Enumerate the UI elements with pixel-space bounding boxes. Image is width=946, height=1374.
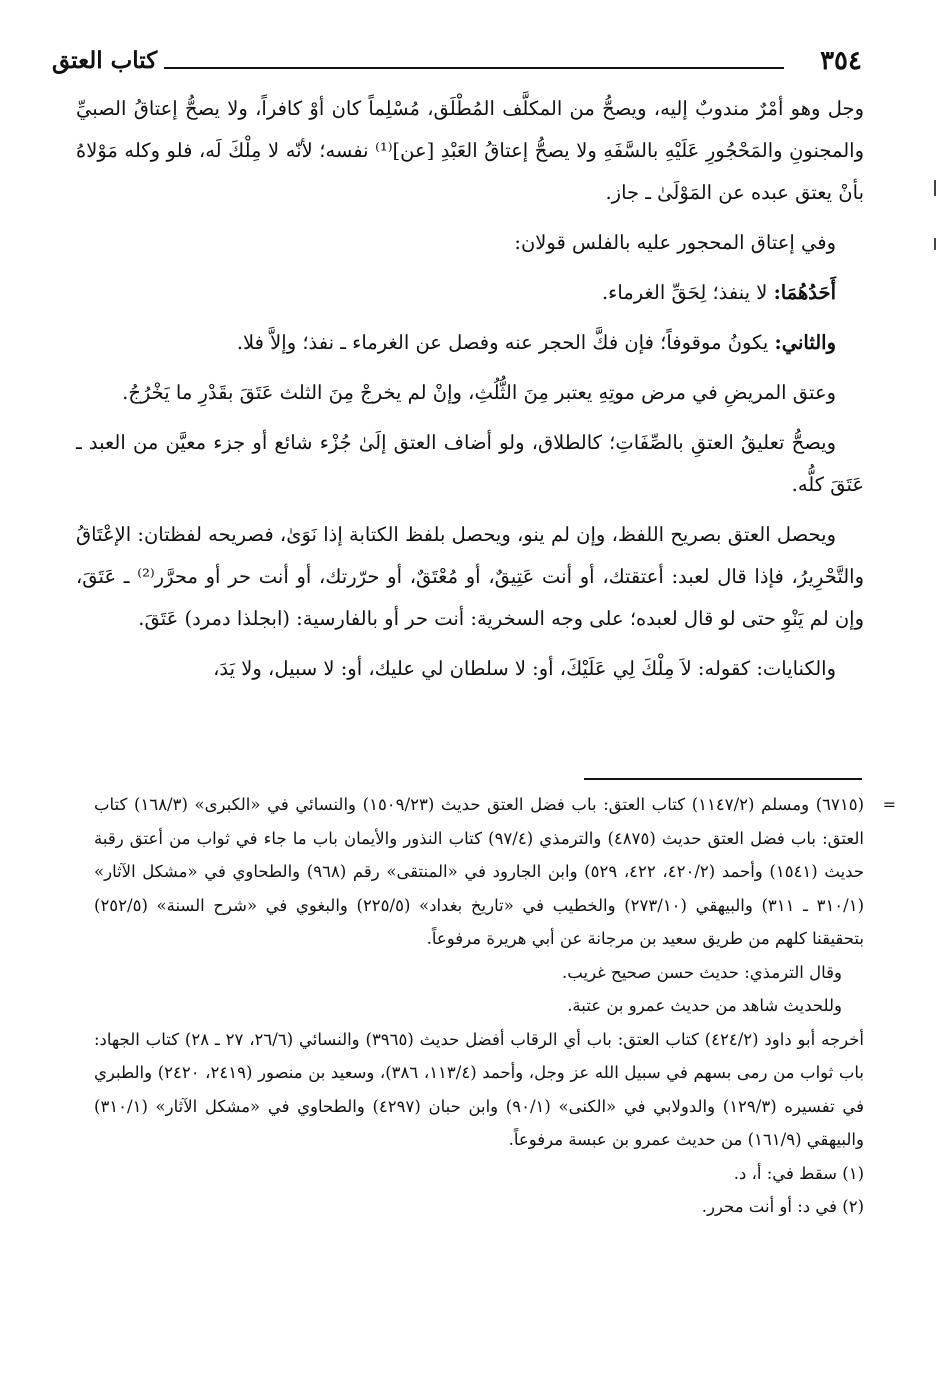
running-title: كتاب العتق xyxy=(52,47,158,74)
footnotes xyxy=(94,788,896,1224)
footnote-text: (٦٧١٥) ومسلم (١١٤٧/٢) كتاب العتق: باب فضل العتق حديث (١٥٠٩/٢٣) والنسائي في «الكبرى» (١٦٨/٣) كتاب العتق: باب فضل العتق حديث (٤٨٧٥) والترمذي (٩٧/٤) كتاب النذور والأيمان باب ما جاء في ثواب من أعتق رقبة حديث (١٥٤١) وأحمد (٤٢٠/٢، ٤٢٢، ٥٢٩) وابن الجارود في «المنتقى» رقم (٩٦٨) والطحاوي في «مشكل الآثار» (٣١٠/١ ـ ٣١١) والبيهقي (٢٧٣/١٠) والخطيب في «تاريخ بغداد» (٢٢٥/٥) والبغوي في «شرح السنة» (٢٥٢/٥) بتحقيقنا كلهم من طريق سعيد بن مرجانة عن أبي هريرة مرفوعاً. xyxy=(94,795,865,948)
header-rule xyxy=(164,67,784,69)
paragraph: والكنايات: كقوله: لاَ مِلْكَ لِي عَلَيْكَ، أو: لا سلطان لي عليك، أو: لا سبيل، ولا يَدَ، xyxy=(213,657,836,680)
footnote-text: أخرجه أبو داود (٤٢٤/٢) كتاب العتق: باب أي الرقاب أفضل حديث (٣٩٦٥) والنسائي (٢٦/٦، ٢٧ ـ ٢٨) كتاب الجهاد: باب ثواب من رمى بسهم في سبيل الله عز وجل، وأحمد (١١٣/٤، ٣٨٦)، وسعيد بن منصور (٢٤١٩، ٢٤٢٠) والطبري في تفسيره (١٢٩/٣) والدولابي في «الكنى» (٩٠/١) وابن حبان (٤٢٩٧) والطحاوي في «مشكل الآثار» (٣١٠/١) والبيهقي (١٦١/٩) من حديث عمرو بن عبسة مرفوعاً. xyxy=(94,1029,865,1149)
footnote-1: (١) سقط في: أ، د. xyxy=(733,1163,864,1183)
paragraph: ويصحُّ تعليقُ العتقِ بالصِّفَاتِ؛ كالطلاق، ولو أضاف العتق إلَىٰ جُزْء شائع أو جزء معيَّن من العبد ـ عَتَقَ كلُّه. xyxy=(76,431,864,496)
footnote-text: وللحديث شاهد من حديث عمرو بن عتبة. xyxy=(567,996,842,1015)
paragraph: وعتق المريضِ في مرض موتِهِ يعتبر مِنَ الثُّلُثِ، وإنْ لم يخرجْ مِنَ الثلث عَتَقَ بقَدْرِ ما يَخْرُجُ. xyxy=(122,381,836,404)
footnote-continuation xyxy=(94,788,896,956)
paragraph-text: لا ينفذ؛ لِحَقِّ الغرماء. xyxy=(601,281,774,304)
paragraph: ويحصل العتق بصريح اللفظ، وإن لم ينو، ويحصل بلفظ الكتابة إذا نَوَىٰ، فصريحه لفظتان: الإعْتَاقُ والتَّحْرِيرُ، فإذا قال لعبد: أعتقتك، أو أنت عَتِيقٌ، أو مُعْتَقٌ، أو حرّرتك، أو أنت حر أو محرَّر⁽²⁾ ـ عَتَقَ، وإن لم يَنْوِ حتى لو قال لعبده؛ على وجه السخرية: أنت حر أو بالفارسية: (ابجلذا دمرد) عَتَقَ. xyxy=(76,523,864,630)
footnote-separator xyxy=(584,778,862,780)
page-number: ٣٥٤ xyxy=(820,46,862,76)
paragraph-label: والثاني: xyxy=(774,331,836,354)
paragraph: وفي إعتاق المحجور عليه بالفلس قولان: xyxy=(514,231,836,254)
page-header xyxy=(52,44,862,82)
scan-mark xyxy=(934,238,936,250)
continuation-mark: = xyxy=(882,795,896,814)
paragraph xyxy=(76,322,864,364)
scan-mark xyxy=(934,180,936,196)
paragraph-text: يكونُ موقوفاً؛ فإن فكَّ الحجر عنه وفصل عن الغرماء ـ نفذ؛ وإلاَّ فلا. xyxy=(236,331,775,354)
paragraph xyxy=(76,272,864,314)
paragraph: وجل وهو أمْرٌ مندوبٌ إليه، ويصحُّ من المكلَّف المُطْلَق، مُسْلِماً كان أوْ كافراً، ولا يصحُّ إعتاقُ الصبيِّ والمجنونِ والمَحْجُورِ عَلَيْهِ بالسَّفَهِ ولا يصحُّ إعتاقُ العَبْدِ [عن]⁽¹⁾ نفسه؛ لأنّه لا مِلْكَ لَه، فلو وكله مَوْلاهُ بأنْ يعتق عبده عن المَوْلَىٰ ـ جاز. xyxy=(76,97,864,204)
footnote-2: (٢) في د: أو أنت محرر. xyxy=(701,1197,864,1216)
main-text xyxy=(76,88,864,698)
footnote-text: وقال الترمذي: حديث حسن صحيح غريب. xyxy=(562,962,842,982)
paragraph-label: أَحَدُهُمَا: xyxy=(773,281,836,304)
